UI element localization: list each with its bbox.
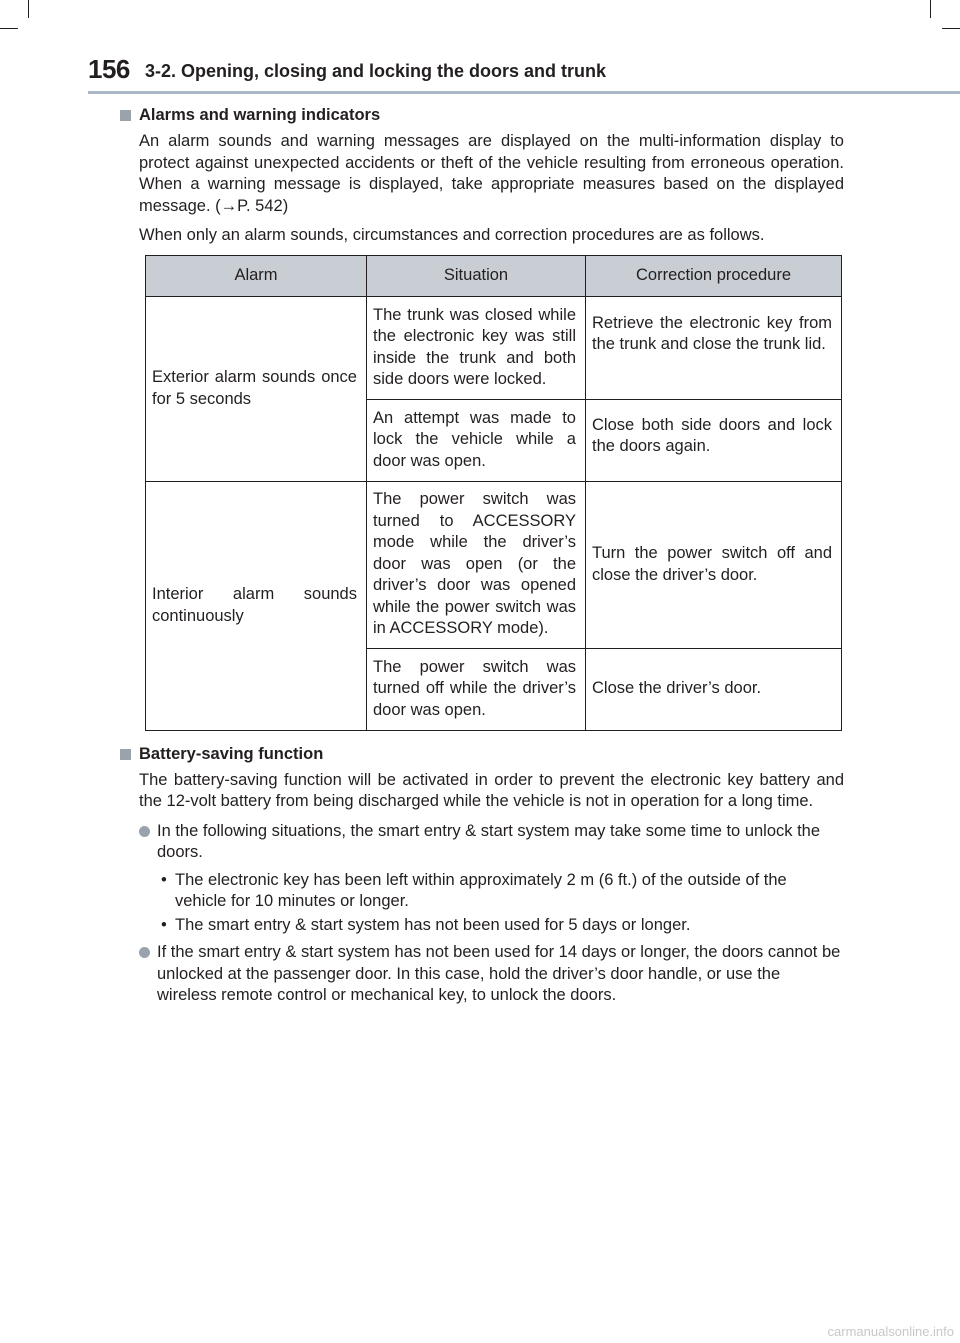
watermark: carmanualsonline.info [827, 1324, 954, 1339]
alarms-heading-text: Alarms and warning indicators [139, 106, 381, 124]
square-bullet-icon [120, 110, 131, 121]
dot-bullet-icon: • [161, 870, 167, 889]
sub-item-text: The electronic key has been left within approximately 2 m (6 ft.) of the outside of the vehicle for 10 minutes or longer. [175, 870, 787, 910]
header-rule [88, 91, 960, 94]
list-item [139, 821, 842, 864]
table-header-correction: Correction procedure [586, 255, 842, 296]
sub-item-text: The smart entry & start system has not been used for 5 days or longer. [175, 915, 691, 934]
square-bullet-icon [120, 749, 131, 760]
alarm-cell: Exterior alarm sounds once for 5 seconds [146, 296, 367, 481]
battery-intro: The battery-saving function will be activated in order to prevent the electronic key battery and the 12-volt battery from being discharged while the vehicle is not in operation for a long time. [139, 770, 844, 810]
bullet-text: If the smart entry & start system has not been used for 14 days or longer, the doors cannot be unlocked at the passenger door. In this case, hold the driver’s door handle, or use the wireless remote control or mechanical key, to unlock the doors. [157, 943, 841, 1004]
alarms-intro: An alarm sounds and warning messages are displayed on the multi-information display to protect against unexpected accidents or theft of the vehicle resulting from erroneous operation. When a warning message is displayed, take appropriate measures based on the displayed message. (→P. 542) [139, 132, 844, 215]
situation-cell: The power switch was turned off while the driver’s door was open. [367, 648, 586, 730]
page-content [120, 106, 844, 1013]
table-header-row [146, 255, 842, 296]
table-row [146, 296, 842, 399]
situation-cell: An attempt was made to lock the vehicle while a door was open. [367, 399, 586, 481]
battery-heading [120, 745, 844, 764]
bullet-text: In the following situations, the smart entry & start system may take some time to unlock the doors. [157, 821, 821, 861]
page-header [0, 0, 960, 96]
dot-bullet-icon: • [161, 915, 167, 934]
alarm-cell: Interior alarm sounds continuously [146, 481, 367, 730]
circle-bullet-icon [139, 947, 150, 958]
correction-cell: Close both side doors and lock the doors again. [586, 399, 842, 481]
situation-cell: The power switch was turned to ACCESSORY mode while the driver’s door was open (or the driver’s door was opened while the power switch was in ACCESSORY mode). [367, 481, 586, 648]
list-item [157, 870, 840, 913]
circle-bullet-icon [139, 826, 150, 837]
table-header-alarm: Alarm [146, 255, 367, 296]
section-title: 3-2. Opening, closing and locking the doors and trunk [145, 61, 607, 81]
correction-cell: Turn the power switch off and close the driver’s door. [586, 481, 842, 648]
situation-cell: The trunk was closed while the electronic key was still inside the trunk and both side doors were locked. [367, 296, 586, 399]
table-row [146, 481, 842, 648]
alarms-lead: When only an alarm sounds, circumstances and correction procedures are as follows. [139, 226, 765, 244]
alarms-heading [120, 106, 844, 125]
list-item [157, 915, 840, 937]
battery-heading-text: Battery-saving function [139, 744, 324, 763]
alarm-table [145, 255, 842, 731]
list-item [139, 942, 842, 1007]
table-header-situation: Situation [367, 255, 586, 296]
correction-cell: Retrieve the electronic key from the trunk and close the trunk lid. [586, 296, 842, 399]
page-number: 156 [88, 54, 130, 84]
correction-cell: Close the driver’s door. [586, 648, 842, 730]
